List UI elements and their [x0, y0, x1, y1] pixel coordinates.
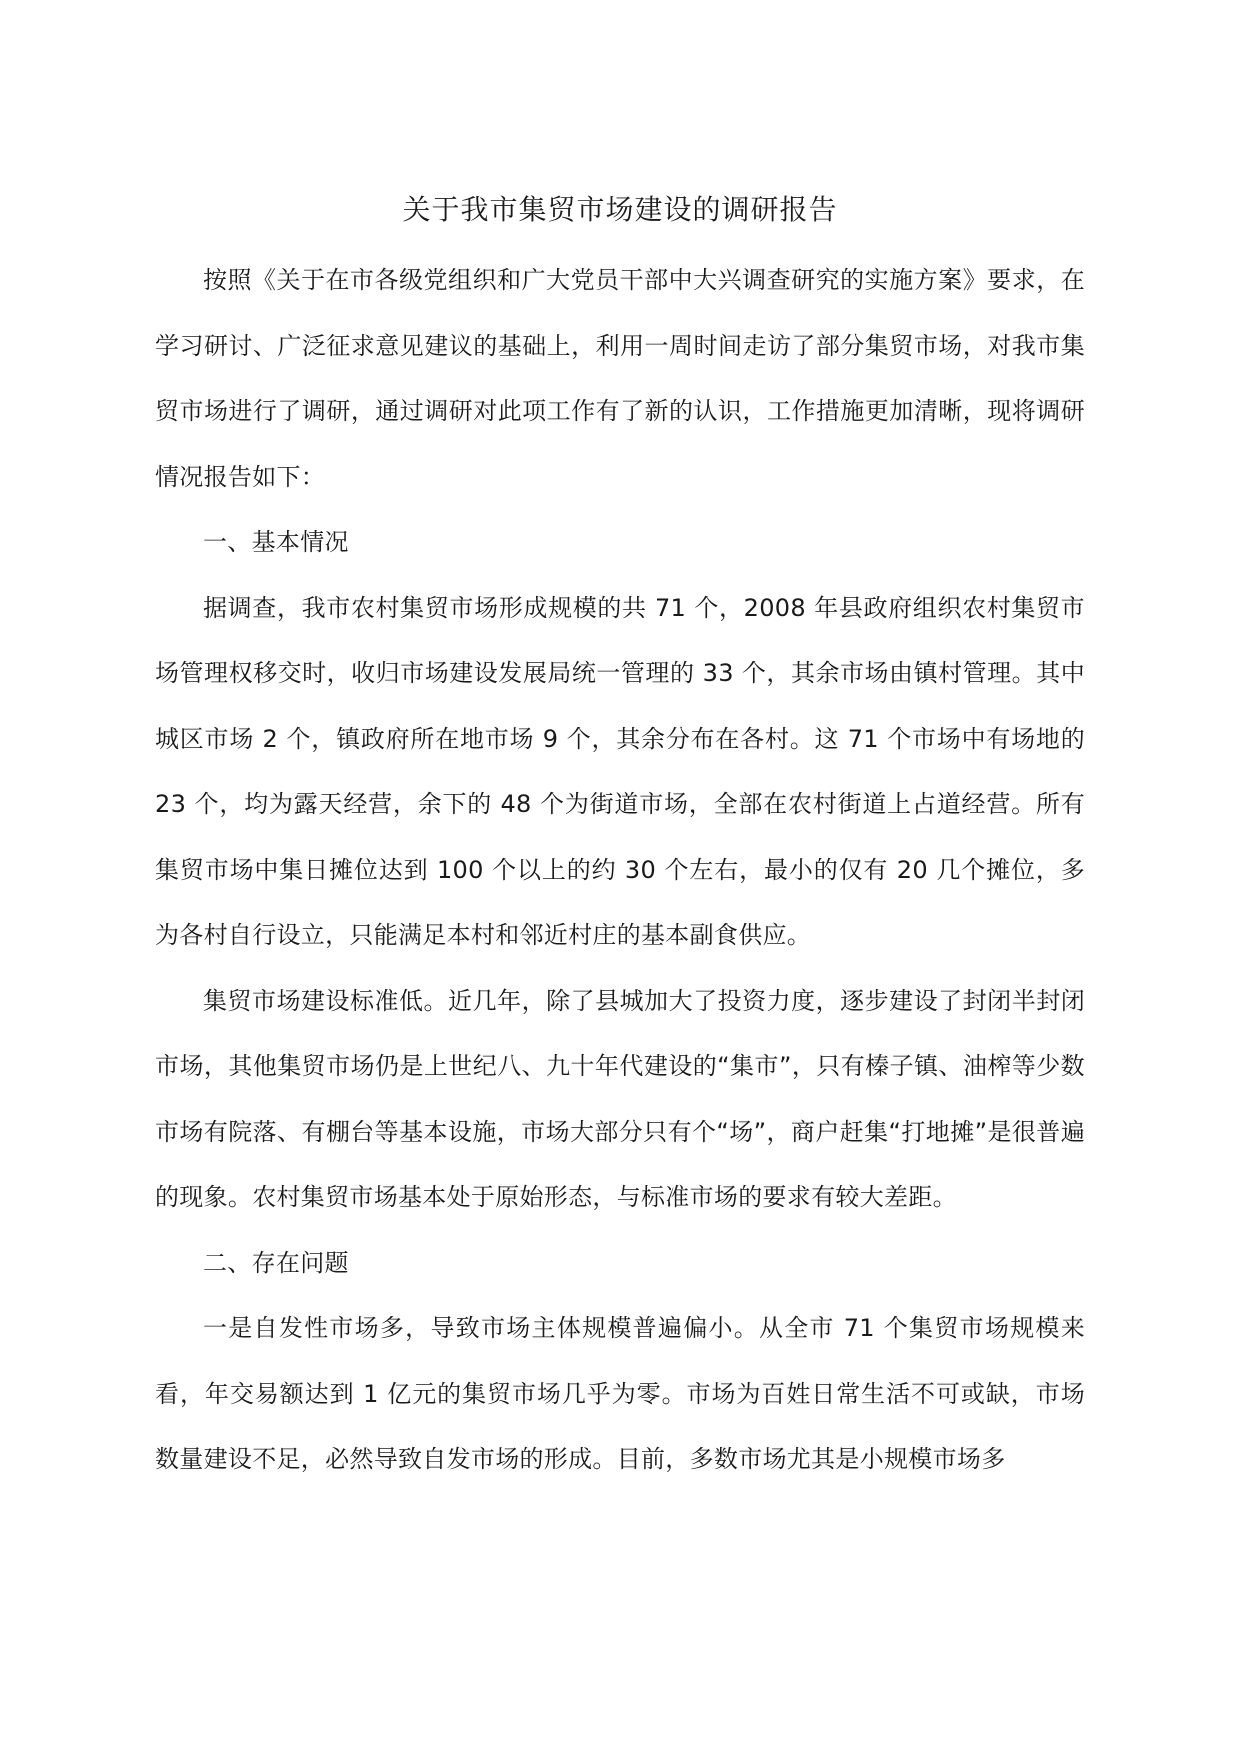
section-heading-problems: 二、存在问题 [203, 1248, 349, 1277]
intro-paragraph: 按照《关于在市各级党组织和广大党员干部中大兴调查研究的实施方案》要求，在学习研讨、广泛征求意见建议的基础上，利用一周时间走访了部分集贸市场，对我市集贸市场进行了调研，通过调研对此项工作有了新的认识，工作措施更加清晰，现将调研情况报告如下： [155, 266, 1085, 491]
construction-standard-paragraph: 集贸市场建设标准低。近几年，除了县城加大了投资力度，逐步建设了封闭半封闭市场，其他集贸市场仍是上世纪八、九十年代建设的“集市”，只有榛子镇、油榨等少数市场有院落、有棚台等基本设施，市场大部分只有个“场”，商户赶集“打地摊”是很普遍的现象。农村集贸市场基本处于原始形态，与标准市场的要求有较大差距。 [155, 986, 1085, 1211]
basic-situation-paragraph: 据调查，我市农村集贸市场形成规模的共 71 个，2008 年县政府组织农村集贸市场管理权移交时，收归市场建设发展局统一管理的 33 个，其余市场由镇村管理。其中城区市场 2 个，镇政府所在地市场 9 个，其余分布在各村。这 71 个市场中有场地的 23 个，均为露天经营，余下的 48 个为街道市场，全部在农村街道上占道经营。所有集贸市场中集日摊位达到 100 个以上的约 30 个左右，最小的仅有 20 几个摊位，多为各村自行设立，只能满足本村和邻近村庄的基本副食供应。 [155, 593, 1085, 949]
document-body [155, 248, 1085, 1493]
problem-one-paragraph: 一是自发性市场多，导致市场主体规模普遍偏小。从全市 71 个集贸市场规模来看，年交易额达到 1 亿元的集贸市场几乎为零。市场为百姓日常生活不可或缺，市场数量建设不足，必然导致自发市场的形成。目前，多数市场尤其是小规模市场多 [155, 1314, 1085, 1473]
section-heading-basic-situation: 一、基本情况 [203, 528, 349, 556]
document-title: 关于我市集贸市场建设的调研报告 [402, 193, 838, 226]
